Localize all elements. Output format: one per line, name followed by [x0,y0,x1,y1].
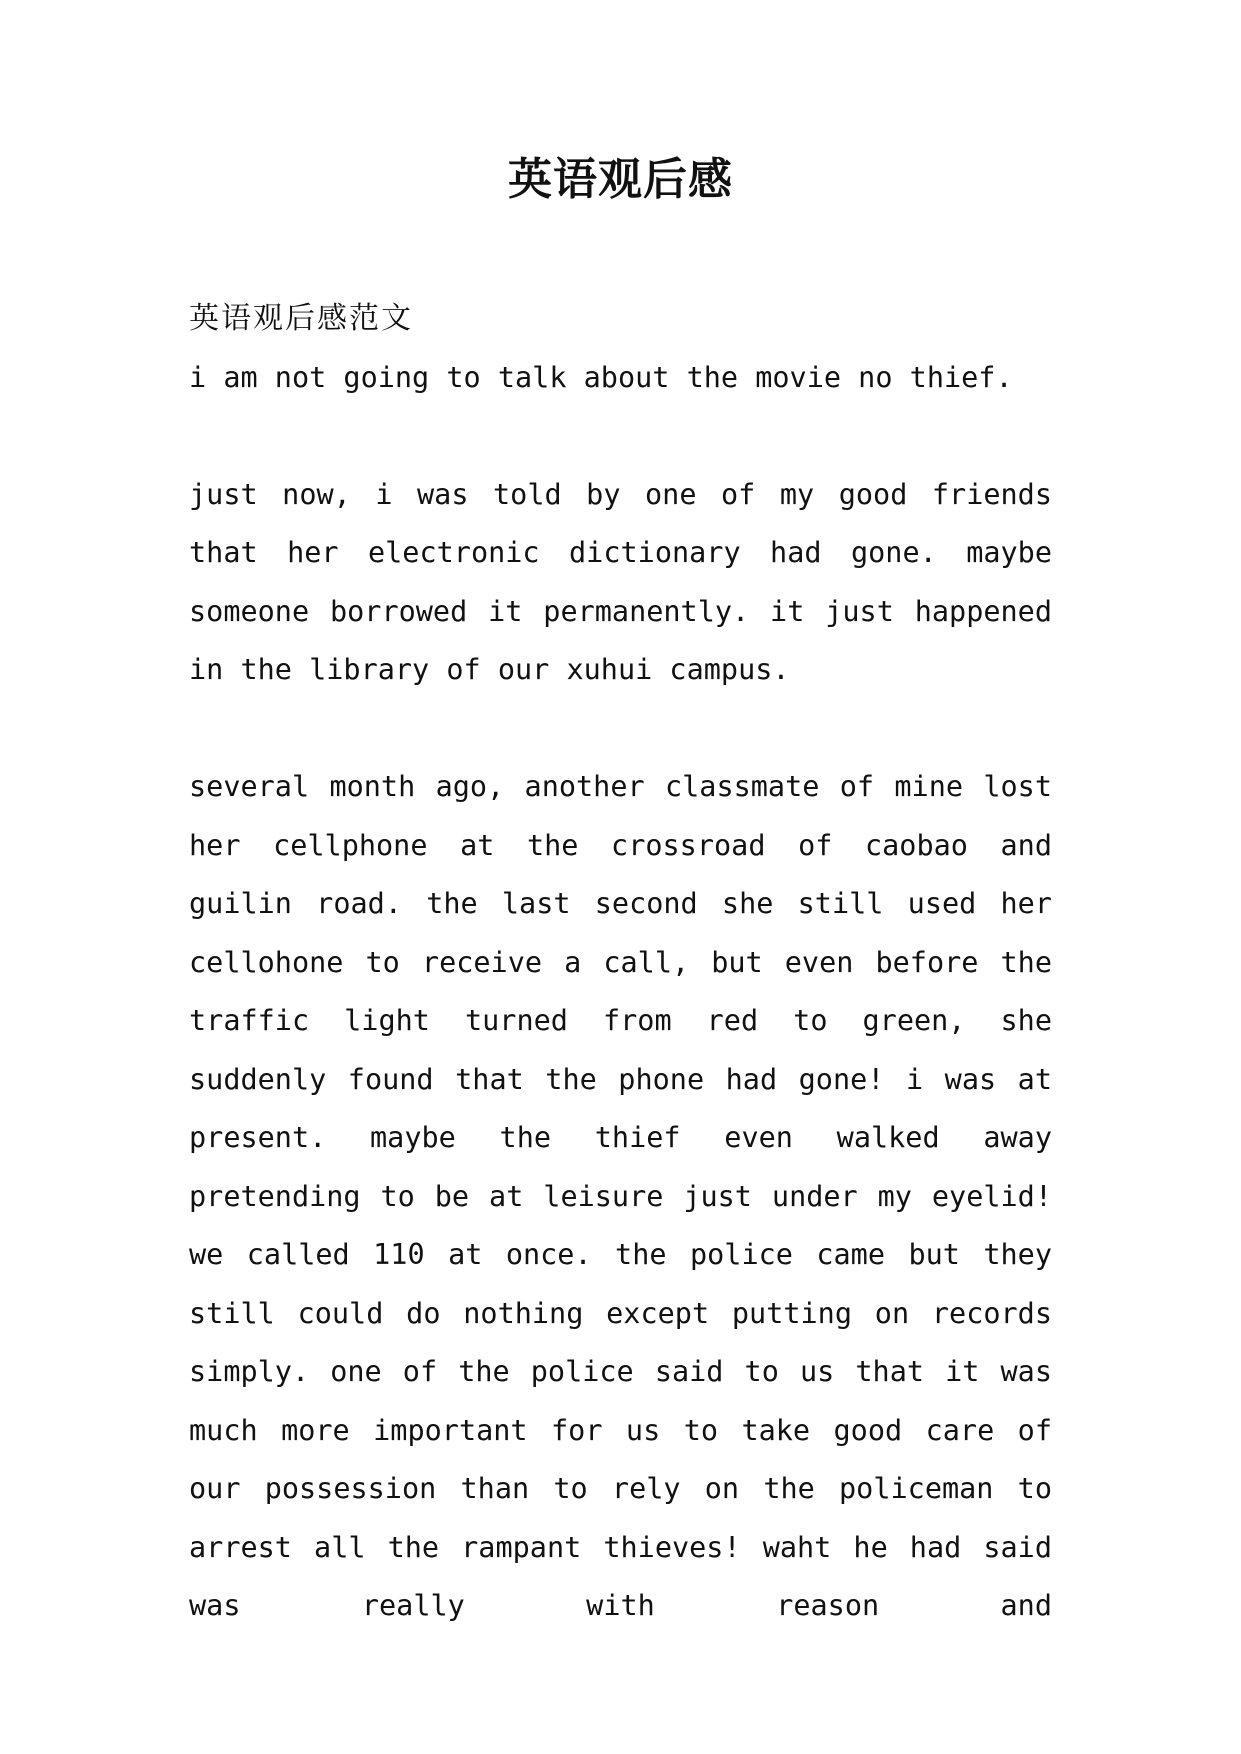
paragraph: several month ago, another classmate of mine lost her cellphone at the crossroad of caobao and guilin road. the last second she still used her cellohone to receive a call, but even before the traffic light turned from red to green, she suddenly found that the phone had gone! i was at present. maybe the thief even walked away pretending to be at leisure just under my eyelid! we called 110 at once. the police came but they still could do nothing except putting on records simply. one of the police said to us that it was much more important for us to take good care of our possession than to rely on the policeman to arrest all the rampant thieves! waht he had said was really with reason and [189,770,1052,1622]
document-title: 英语观后感 [508,154,733,205]
paragraph: i am not going to talk about the movie no thief. [189,360,1013,394]
document-subtitle: 英语观后感范文 [189,301,413,336]
paragraph: just now, i was told by one of my good friends that her electronic dictionary had gone. maybe someone borrowed it permanently. it just happened in the library of our xuhui campus. [189,477,1052,686]
document-body [189,290,1052,1636]
